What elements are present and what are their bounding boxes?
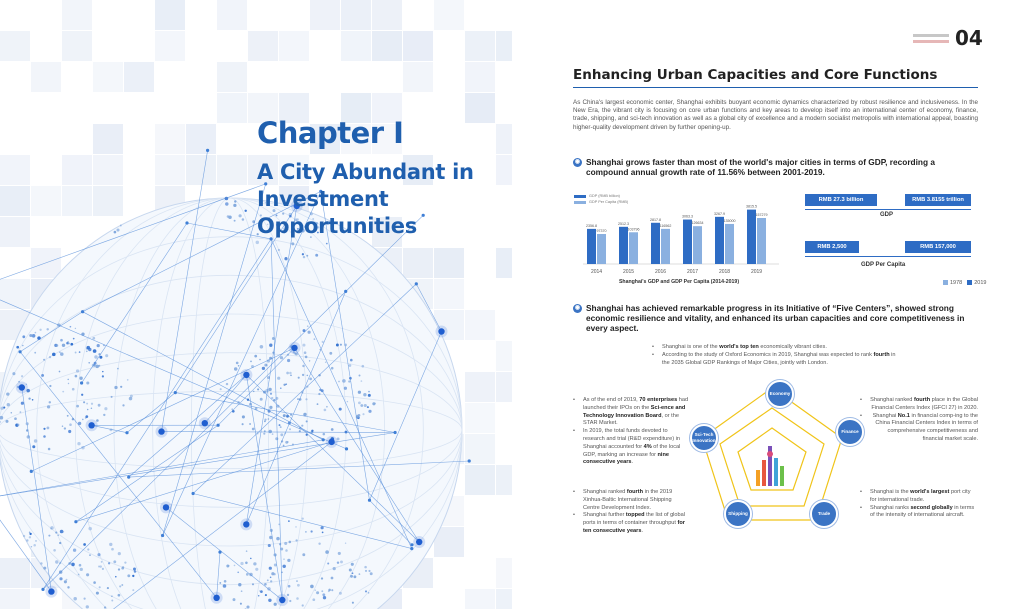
- trade-notes: [860, 489, 978, 520]
- bar-per-capita: [629, 232, 638, 264]
- bar-per-capita: [693, 226, 702, 264]
- node-shipping: Shipping: [724, 500, 752, 528]
- scitech-notes: [573, 397, 689, 467]
- chart-legend-per-capita: GDP Per Capita (RMB): [574, 200, 628, 204]
- x-tick-label: 2017: [686, 269, 699, 275]
- page-number: 04: [955, 26, 983, 50]
- gdp-bar-chart: [573, 190, 813, 290]
- globe-sphere: [0, 198, 462, 609]
- bar-gdp: [747, 210, 756, 264]
- per-capita-1978-box: RMB 2,500: [805, 241, 859, 253]
- chart-caption: Shanghai's GDP and GDP Per Capita (2014-2019): [618, 279, 740, 285]
- bar-per-capita: [661, 229, 670, 264]
- gdp-2019-box: RMB 3.8155 trillion: [905, 194, 971, 206]
- x-tick-label: 2015: [622, 269, 635, 275]
- highlights-list: [652, 344, 898, 367]
- right-page: [512, 0, 1024, 609]
- data-label-per-capita: 135000: [723, 218, 736, 223]
- bar-gdp: [587, 229, 596, 264]
- point-bullet-icon: ◉: [574, 159, 581, 165]
- x-tick-label: 2019: [750, 269, 763, 275]
- list-item: • In 2019, the total funds devoted to research and trial (R&D expenditure) in Shanghai accounted for 4% of the local GDP, marking an increase for nine consecutive years.: [573, 428, 689, 467]
- per-capita-line: [805, 256, 971, 257]
- data-label-gdp: 2356.8: [586, 223, 597, 228]
- list-item: • As of the end of 2019, 70 enterprises had launched their IPOs on the Sci-ence and Technology Innovation Board, or the STAR Market.: [573, 397, 689, 428]
- bar-gdp: [715, 217, 724, 264]
- section-title: Enhancing Urban Capacities and Core Functions: [573, 67, 938, 83]
- node-economy: Economy: [766, 380, 794, 408]
- bar-gdp: [683, 220, 692, 264]
- chart-legend-gdp: GDP (RMB billion): [574, 194, 620, 198]
- per-capita-label: GDP Per Capita: [861, 262, 906, 268]
- bar-per-capita: [725, 224, 734, 264]
- intro-paragraph: As China's largest economic center, Shanghai exhibits buoyant economic dynamics characterized by robust resilience and inclusiveness. In the New Era, the vibrant city is focusing on core urban functions and key areas to develop itself into an international center of economy, finance, trade, shipping, and sci-tech innovation as well as a global city of excellence and a modern socialist metropolis with international appeal, boasting higher-quality development driven by further opening-up.: [573, 99, 978, 131]
- list-item: • Shanghai further topped the list of global ports in terms of container throughput for ten consecutive years.: [573, 512, 689, 535]
- list-item: • Shanghai ranked fourth place in the Global Financial Centers Index (GFCI 27) in 2020.: [860, 397, 978, 413]
- gdp-label: GDP: [880, 212, 894, 218]
- gdp-line: [805, 209, 971, 210]
- section-divider: [573, 87, 978, 88]
- list-item: • Shanghai is the world's largest port city for international trade.: [860, 489, 978, 505]
- key-point-five-centers-text: Shanghai has achieved remarkable progress in its Initiative of “Five Centers”, showed strong economic resilience and vitality, and enhanced its urban capacities and core competitiveness in every aspect.: [586, 303, 965, 333]
- chapter-title: A City Abundant in Investment Opportunities: [257, 160, 474, 238]
- data-label-per-capita: 157279: [755, 213, 768, 217]
- node-finance: Finance: [836, 418, 864, 446]
- data-label-gdp: 3267.9: [714, 211, 725, 216]
- x-tick-label: 2016: [654, 269, 667, 275]
- key-point-gdp: [573, 157, 978, 177]
- node-trade: Trade: [810, 500, 838, 528]
- list-item: • Shanghai ranked fourth in the 2019 Xinhua-Baltic International Shipping Centre Development Index.: [573, 489, 689, 512]
- data-label-per-capita: 126634: [691, 221, 704, 226]
- x-tick-label: 2018: [718, 269, 731, 275]
- data-label-gdp: 3815.5: [746, 204, 757, 209]
- x-tick-label: 2014: [590, 269, 603, 275]
- key-point-gdp-text: Shanghai grows faster than most of the world's major cities in terms of GDP, recording a compound annual growth rate of 11.56% between 2001-2019.: [586, 157, 935, 177]
- per-capita-2019-box: RMB 157,000: [905, 241, 971, 253]
- gdp-1978-box: RMB 27.3 billion: [805, 194, 877, 206]
- bar-per-capita: [757, 218, 766, 264]
- shipping-notes: [573, 489, 689, 536]
- list-item: • Shanghai ranks second globally in terms of the intensity of international aircraft.: [860, 505, 978, 521]
- comparison-legend: 1978 2019: [938, 280, 987, 286]
- data-label-gdp: 2512.3: [618, 221, 629, 226]
- node-scitech: Sci-Tech Innovation: [690, 424, 718, 452]
- bar-gdp: [651, 223, 660, 264]
- data-label-gdp: 2817.8: [650, 217, 661, 222]
- data-label-per-capita: 116562: [659, 223, 672, 228]
- header-tag: [913, 34, 949, 46]
- key-point-five-centers: [573, 303, 978, 333]
- list-item: • According to the study of Oxford Economics in 2019, Shanghai was expected to rank fourth in the 2035 Global GDP Rankings of Major Cities, jointly with London.: [652, 352, 898, 368]
- list-item: • Shanghai No.1 in financial comp-ing to the China Financial Centers Index in terms of comprehensive competitiveness and financial market scale.: [860, 413, 978, 444]
- data-label-per-capita: 97370: [596, 228, 607, 233]
- bar-gdp: [619, 227, 628, 264]
- data-label-per-capita: 103796: [627, 227, 640, 232]
- bar-per-capita: [597, 234, 606, 264]
- list-item: • Shanghai is one of the world's top ten economically vibrant cities.: [652, 344, 898, 352]
- chapter-number: Chapter I: [257, 116, 404, 150]
- data-label-gdp: 3063.3: [682, 214, 693, 219]
- point-bullet-icon: ◉: [574, 305, 581, 311]
- finance-notes: [860, 397, 978, 444]
